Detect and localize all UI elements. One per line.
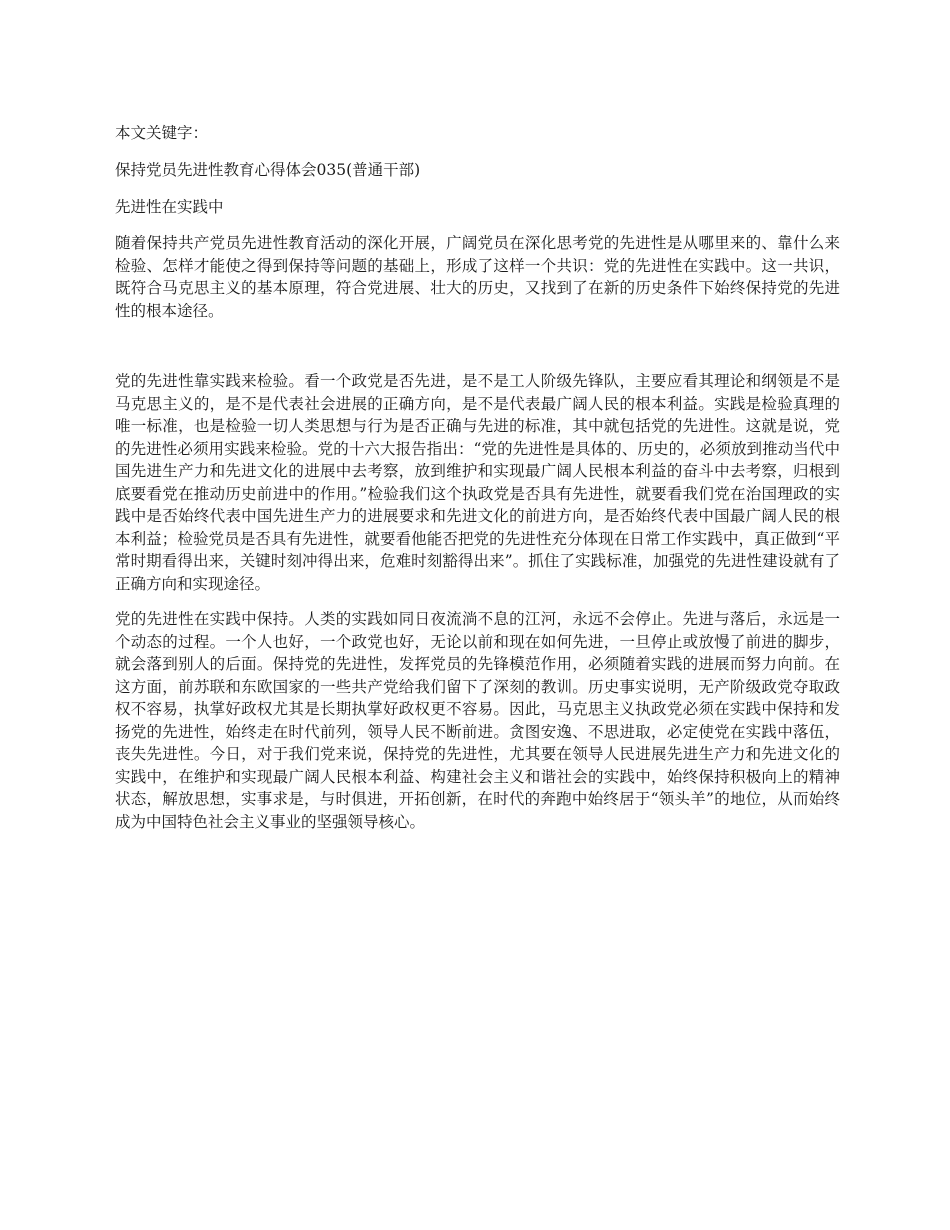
paragraph-practice-maintain: 党的先进性在实践中保持。人类的实践如同日夜流淌不息的江河，永远不会停止。先进与落后，永远是一个动态的过程。一个人也好，一个政党也好，无论以前和现在如何先进，一旦停止或放慢了前进的脚步，就会落到别人的后面。保持党的先进性，发挥党员的先锋模范作用，必须随着实践的进展而努力向前。在这方面，前苏联和东欧国家的一些共产党给我们留下了深刻的教训。历史事实说明，无产阶级政党夺取政权不容易，执掌好政权尤其是长期执掌好政权更不容易。因此，马克思主义执政党必须在实践中保持和发扬党的先进性，始终走在时代前列，领导人民不断前进。贪图安逸、不思进取，必定使党在实践中落伍，丧失先进性。今日，对于我们党来说，保持党的先进性，尤其要在领导人民进展先进生产力和先进文化的实践中，在维护和实现最广阔人民根本利益、构建社会主义和谐社会的实践中，始终保持积极向上的精神状态，解放思想，实事求是，与时俱进，开拓创新，在时代的奔跑中始终居于“领头羊”的地位，从而始终成为中国特色社会主义事业的坚强领导核心。 <box>115 610 840 831</box>
document-page <box>115 122 840 833</box>
section-subtitle: 先进性在实践中 <box>115 198 224 216</box>
keywords-label: 本文关键字： <box>115 124 209 142</box>
document-title: 保持党员先进性教育心得体会035(普通干部) <box>115 161 421 179</box>
paragraph-intro: 随着保持共产党员先进性教育活动的深化开展，广阔党员在深化思考党的先进性是从哪里来的、靠什么来检验、怎样才能使之得到保持等问题的基础上，形成了这样一个共识：党的先进性在实践中。这一共识，既符合马克思主义的基本原理，符合党进展、壮大的历史，又找到了在新的历史条件下始终保持党的先进性的根本途径。 <box>115 234 840 320</box>
paragraph-practice-test: 党的先进性靠实践来检验。看一个政党是否先进，是不是工人阶级先锋队，主要应看其理论和纲领是不是马克思主义的，是不是代表社会进展的正确方向，是不是代表最广阔人民的根本利益。实践是检验真理的唯一标准，也是检验一切人类思想与行为是否正确与先进的标准，其中就包括党的先进性。这就是说，党的先进性必须用实践来检验。党的十六大报告指出：“党的先进性是具体的、历史的，必须放到推动当代中国先进生产力和先进文化的进展中去考察，放到维护和实现最广阔人民根本利益的奋斗中去考察，归根到底要看党在推动历史前进中的作用。”检验我们这个执政党是否具有先进性，就要看我们党在治国理政的实践中是否始终代表中国先进生产力的进展要求和先进文化的前进方向，是否始终代表中国最广阔人民的根本利益；检验党员是否具有先进性，就要看他能否把党的先进性充分体现在日常工作实践中，真正做到“平常时期看得出来，关键时刻冲得出来，危难时刻豁得出来”。抓住了实践标准，加强党的先进性建设就有了正确方向和实现途径。 <box>115 372 840 593</box>
